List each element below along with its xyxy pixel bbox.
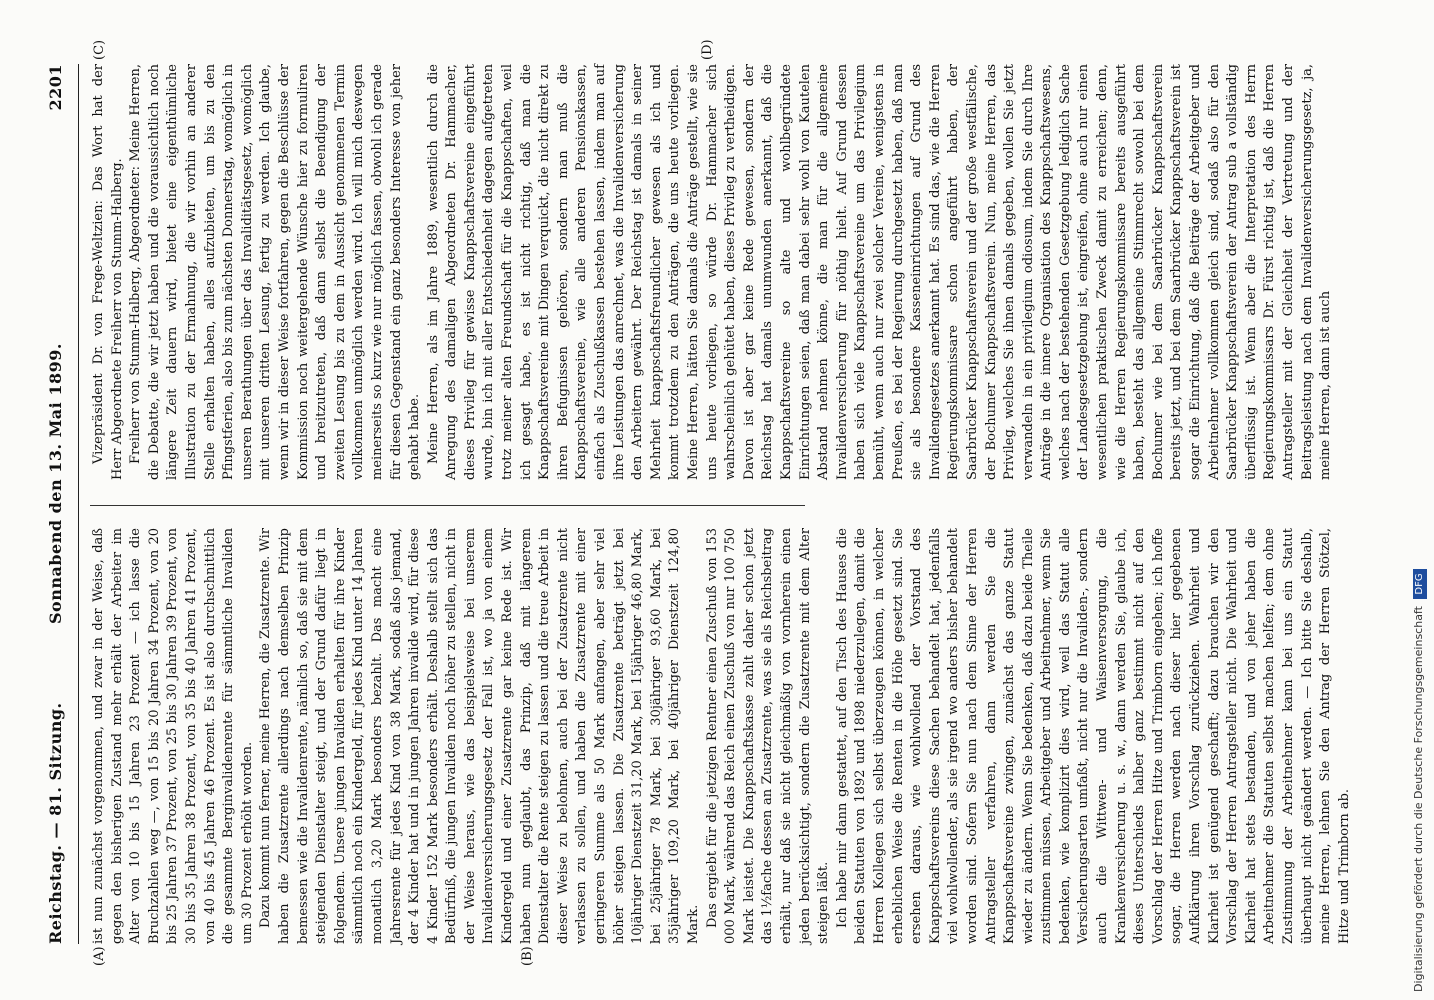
left-paragraph-2: Dazu kommt nun ferner, meine Herren, die Zusatzrente. Wir haben die Zusatzrente allerdings nach demselben Prinzip bemessen wie die Invalidenrente, nämlich so, daß sie mit dem steigenden Dienstalter steigt, und der Grund dafür liegt in folgendem. Unsere jungen Invaliden erhalten für ihre Kinder sämmtlich noch ein Kindergeld, für jedes Kind unter 14 Jahren monatlich 3,20 Mark besonders bezahlt. Das macht eine Jahresrente für jedes Kind von 38 Mark, sodaß also jemand, der 4 Kinder hat und in jungen Jahren invalide wird, für diese 4 Kinder 152 Mark besonders erhält. Deshalb stellt sich das Bedürfniß, die jungen Invaliden noch höher zu stellen, nicht in der Weise heraus, wie das beispielsweise bei unserem Invalidenversicherungsgesetz der Fall ist, wo ja von einem Kindergeld und einer Zusatzrente gar keine Rede ist. Wir haben nun geglaubt, das Prinzip, daß mit längerem Dienstalter die Rente steigen zu lassen und die treue Arbeit in dieser Weise zu belohnen, auch bei der Zusatzrente nicht verlassen zu sollen, und haben die Zusatzrente mit einer geringeren Summe als 50 Mark anfangen, aber sehr viel höher steigen lassen. Die Zusatzrente beträgt jetzt bei 10jähriger Dienstzeit 31,20 Mark, bei 15jähriger 46,80 Mark, bei 25jähriger 78 Mark, bei 30jähriger 93,60 Mark, bei 35jähriger 109,20 Mark, bei 40jähriger Dienstzeit 124,80 Mark. (258, 528, 701, 944)
dfg-logo: DFG (1413, 569, 1427, 598)
column-divider (90, 505, 805, 506)
running-head (46, 64, 76, 944)
credit-text: Digitalisierung gefördert durch die Deutsche Forschungsgemeinschaft (1412, 606, 1425, 992)
margin-marker-b: (B) (520, 946, 535, 966)
margin-marker-d: (D) (700, 39, 715, 60)
header-date: Sonnabend den 13. Mai 1899. (46, 343, 65, 624)
left-paragraph-1: ist nun zunächst vorgenommen, und zwar in der Weise, daß gegen den bisherigen Zustand mehr erhält der Arbeiter im Alter von 10 bis 15 Jahren 23 Prozent — ich lasse die Bruchzahlen weg —, von 15 bis 20 Jahren 34 Prozent, von 20 bis 25 Jahren 37 Prozent, von 25 bis 30 Jahren 39 Prozent, von 30 bis 35 Jahren 38 Prozent, von 35 bis 40 Jahren 41 Prozent, von 40 bis 45 Jahren 46 Prozent. Es ist also durchschnittlich die gesammte Berginvalidenrente für sämmtliche Invaliden um 30 Prozent erhöht worden. (91, 528, 255, 944)
left-paragraph-3: Das ergiebt für die jetzigen Rentner einen Zuschuß von 153 000 Mark, während das Reich einen Zuschuß von nur 100 750 Mark leistet. Die Knappschaftskasse zahlt daher schon jetzt das 1½fache dessen an Zusatzrente, was sie als Reichsbeitrag erhält, nur daß sie nicht gleichmäßig von vornherein einen jeden berücksichtigt, sondern die Zusatzrente mit dem Alter steigen läßt. (704, 528, 832, 944)
right-paragraph-3: Meine Herren, als im Jahre 1889, wesentlich durch die Anregung des damaligen Abgeordneten Dr. Hammacher, dieses Privileg für gewisse Knappschaftsvereine eingeführt wurde, bin ich mit aller Entschiedenheit dagegen aufgetreten trotz meiner alten Freundschaft für die Knappschaften, weil ich gesagt habe, es ist nicht richtig, daß man die Knappschaftsvereine mit Dingen verquickt, die nicht direkt zu ihren Befugnissen gehören, sondern man muß die Knappschaftsvereine, wie alle anderen Pensionskassen, einfach als Zuschußkassen bestehen lassen, indem man auf ihre Leistungen das anrechnet, was die Invalidenversicherung den Arbeitern gewährt. Der Reichstag ist damals in seiner Mehrheit knappschaftsfreundlicher gewesen als ich und kommt trotzdem zu den Anträgen, die uns heute vorliegen. Meine Herren, hätten Sie damals die Anträge gestellt, wie sie uns heute vorliegen, so würde Dr. Hammacher sich wahrscheinlich gehütet haben, dieses Privileg zu vertheidigen. Davon ist aber gar keine Rede gewesen, sondern der Reichstag hat damals unumwunden anerkannt, daß die Knappschaftsvereine so alte und wohlbegründete Einrichtungen seien, daß man dabei sehr wohl von Kautelen Abstand nehmen könne, die man für die allgemeine Invalidenversicherung für nöthig hielt. Auf Grund dessen haben sich viele Knappschaftsvereine um das Privilegium bemüht, wenn auch nur zwei solcher Vereine, wenigstens in Preußen, es bei der Regierung durchgesetzt haben, daß man sie als besondere Kasseneinrichtungen auf Grund des Invalidengesetzes anerkannt hat. Es sind das, wie die Herren Regierungskommissare schon angeführt haben, der Saarbrücker Knappschaftsverein und der große westfälische, der Bochumer Knappschaftsverein. Nun, meine Herren, das Privileg, welches Sie ihnen damals gegeben, wollen Sie jetzt verwandeln in ein privilegium odiosum, indem Sie durch Ihre Anträge in die innere Organisation des Knappschaftswesens, welches nach der bestehenden Gesetzgebung lediglich Sache der Landesgesetzgebung ist, eingreifen, ohne auch nur einen wesentlichen praktischen Zweck damit zu erreichen; denn, wie die Herren Regierungskommissare bereits ausgeführt haben, besteht das allgemeine Stimmrecht sowohl bei dem Bochumer wie bei dem Saarbrücker Knappschaftsverein bereits jetzt, und bei dem Saarbrücker Knappschaftsverein ist sogar die Einrichtung, daß die Beiträge der Arbeitgeber und Arbeitnehmer vollkommen gleich sind, sodaß also für den Saarbrücker Knappschaftsverein der Antrag sub a vollständig überflüssig ist. Wenn aber die Interpretation des Herrn Regierungskommissars Dr. Fürst richtig ist, daß die Herren Antragsteller mit der Gleichheit der Vertretung und der Beitragsleistung nach dem Invalidenversicherungsgesetz, ja, meine Herren, dann ist auch (425, 64, 1334, 480)
header-rule (78, 64, 79, 944)
page-number: 2201 (46, 64, 65, 111)
margin-marker-a: (A) (92, 946, 107, 966)
left-paragraph-4: Ich habe mir dann gestattet, auf den Tisch des Hauses die beiden Statuten von 1892 und 1898 niederzulegen, damit die Herren Kollegen sich selbst überzeugen können, in welcher erheblichen Weise die Renten in die Höhe gesetzt sind. Sie ersehen daraus, wie wohlwollend der Vorstand des Knappschaftsvereins diese Sachen behandelt hat, jedenfalls viel wohlwollender, als sie irgend wo anders bisher behandelt worden sind. Sofern Sie nun nach dem Sinne der Herren Antragsteller verfahren, dann werden Sie die Knappschaftsvereine zwingen, zunächst das ganze Statut wieder zu ändern. Wenn Sie bedenken, daß dazu beide Theile zustimmen müssen, Arbeitgeber und Arbeitnehmer, wenn Sie bedenken, wie komplizirt dies wird, weil das Statut alle Versicherungsarten umfaßt, nicht nur die Invaliden-, sondern auch die Wittwen- und Waisenversorgung, die Krankenversicherung u. s. w., dann werden Sie, glaube ich, dieses Unterschieds halber ganz bestimmt nicht auf den Vorschlag der Herren Hitze und Trimborn eingehen; ich hoffe sogar, die Herren werden nach dieser hier gegebenen Aufklärung ihren Vorschlag zurückziehen. Wahrheit und Klarheit ist genügend geschafft; dazu brauchen wir den Vorschlag der Herren Antragsteller nicht. Die Wahrheit und Klarheit hat stets bestanden, und von jeher haben die Arbeitnehmer die Statuten selbst machen helfen; dem ohne Zustimmung der Arbeitnehmer kann bei uns ein Statut überhaupt nicht geändert werden. — Ich bitte Sie deshalb, meine Herren, lehnen Sie den Antrag der Herren Stötzel, Hitze und Trimborn ab. (834, 528, 1352, 944)
right-paragraph-1: Vizepräsident Dr. von Frege-Weltzien: Das Wort hat der Herr Abgeordnete Freiherr von Stumm-Halberg. (91, 64, 125, 480)
header-session-title: Reichstag. — 81. Sitzung. (46, 702, 65, 944)
right-paragraph-2: Freiherr von Stumm-Halberg, Abgeordneter: Meine Herren, die Debatte, die wir jetzt haben und die voraussichtlich noch längere Zeit dauern wird, bietet eine eigenthümliche Illustration zu der Ermahnung, die wir vorhin an anderer Stelle erhalten haben, alles aufzubieten, um bis zu den Pfingstferien, also bis zum nächsten Donnerstag, womöglich in unseren Berathungen über das Invaliditätsgesetz, womöglich mit unseren dritten Lesung, fertig zu werden. Ich glaube, wenn wir in dieser Weise fortfahren, gegen die Beschlüsse der Kommission noch weitergehende Wünsche hier zu formuliren und breitzutreten, daß dann selbst die Beendigung der zweiten Lesung bis zu dem in Aussicht genommenen Termin vollkommen unmöglich werden wird. Ich will mich deswegen meinerseits so kurz wie nur möglich fassen, obwohl ich gerade für diesen Gegenstand ein ganz besonders Interesse von jeher gehabt habe. (128, 64, 423, 480)
left-text-column (90, 528, 1352, 944)
right-text-column (90, 64, 1334, 480)
digitization-credit (1404, 8, 1434, 992)
margin-marker-c: (C) (92, 39, 107, 60)
